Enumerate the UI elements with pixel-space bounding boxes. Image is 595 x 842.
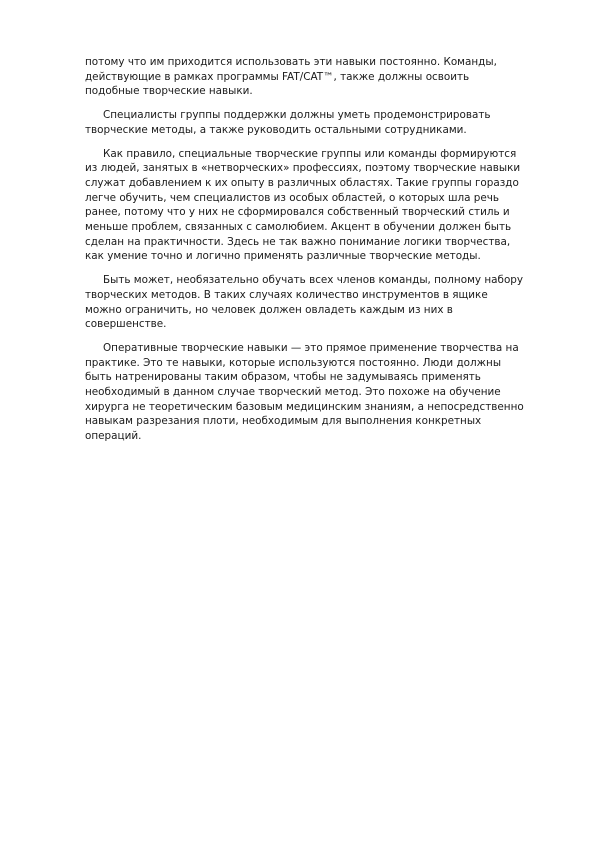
text-line: из людей, занятых в «нетворческих» профессиях, поэтому творческие навыки bbox=[85, 162, 521, 175]
text-line: практике. Это те навыки, которые используются постоянно. Люди должны bbox=[85, 356, 502, 369]
text-line: сделан на практичности. Здесь не так важно понимание логики творчества, bbox=[85, 235, 511, 248]
text-line: действующие в рамках программы FAT/CAT™, также должны освоить bbox=[85, 70, 470, 83]
paragraph-operative-skills bbox=[85, 341, 553, 444]
text-line: совершенстве. bbox=[85, 318, 167, 331]
text-line: творческих методов. В таких случаях количество инструментов в ящике bbox=[85, 288, 488, 301]
paragraph-support-group bbox=[85, 108, 553, 137]
text-line: Быть может, необязательно обучать всех членов команды, полному набору bbox=[103, 274, 524, 287]
text-line: можно ограничить, но человек должен овладеть каждым из них в bbox=[85, 303, 453, 316]
text-line: необходимый в данном случае творческий метод. Это похоже на обучение bbox=[85, 386, 501, 399]
paragraph-continuation bbox=[85, 55, 553, 99]
text-line: меньше проблем, связанных с самолюбием. Акцент в обучении должен быть bbox=[85, 221, 512, 234]
text-line: как умение точно и логично применять различные творческие методы. bbox=[85, 250, 481, 263]
text-line: потому что им приходится использовать эти навыки постоянно. Команды, bbox=[85, 56, 497, 68]
text-line: творческие методы, а также руководить остальными сотрудниками. bbox=[85, 123, 467, 136]
paragraph-special-groups bbox=[85, 147, 553, 265]
text-line: Как правило, специальные творческие группы или команды формируются bbox=[103, 147, 517, 160]
body-text bbox=[85, 55, 553, 453]
text-line: операций. bbox=[85, 430, 142, 443]
paragraph-not-all-members bbox=[85, 273, 553, 332]
text-line: Специалисты группы поддержки должны уметь продемонстрировать bbox=[103, 109, 491, 122]
text-line: быть натренированы таким образом, чтобы не задумываясь применять bbox=[85, 371, 481, 384]
text-line: служат добавлением к их опыту в различных областях. Такие группы гораздо bbox=[85, 176, 519, 189]
text-line: навыкам разрезания плоти, необходимым для выполнения конкретных bbox=[85, 415, 482, 428]
text-line: легче обучить, чем специалистов из особых областей, о которых шла речь bbox=[85, 191, 500, 204]
text-line: ранее, потому что у них не сформировался собственный творческий стиль и bbox=[85, 206, 510, 219]
text-line: подобные творческие навыки. bbox=[85, 85, 253, 98]
text-line: Оперативные творческие навыки — это прямое применение творчества на bbox=[103, 341, 519, 354]
text-line: хирурга не теоретическим базовым медицинским знаниям, а непосредственно bbox=[85, 400, 524, 413]
